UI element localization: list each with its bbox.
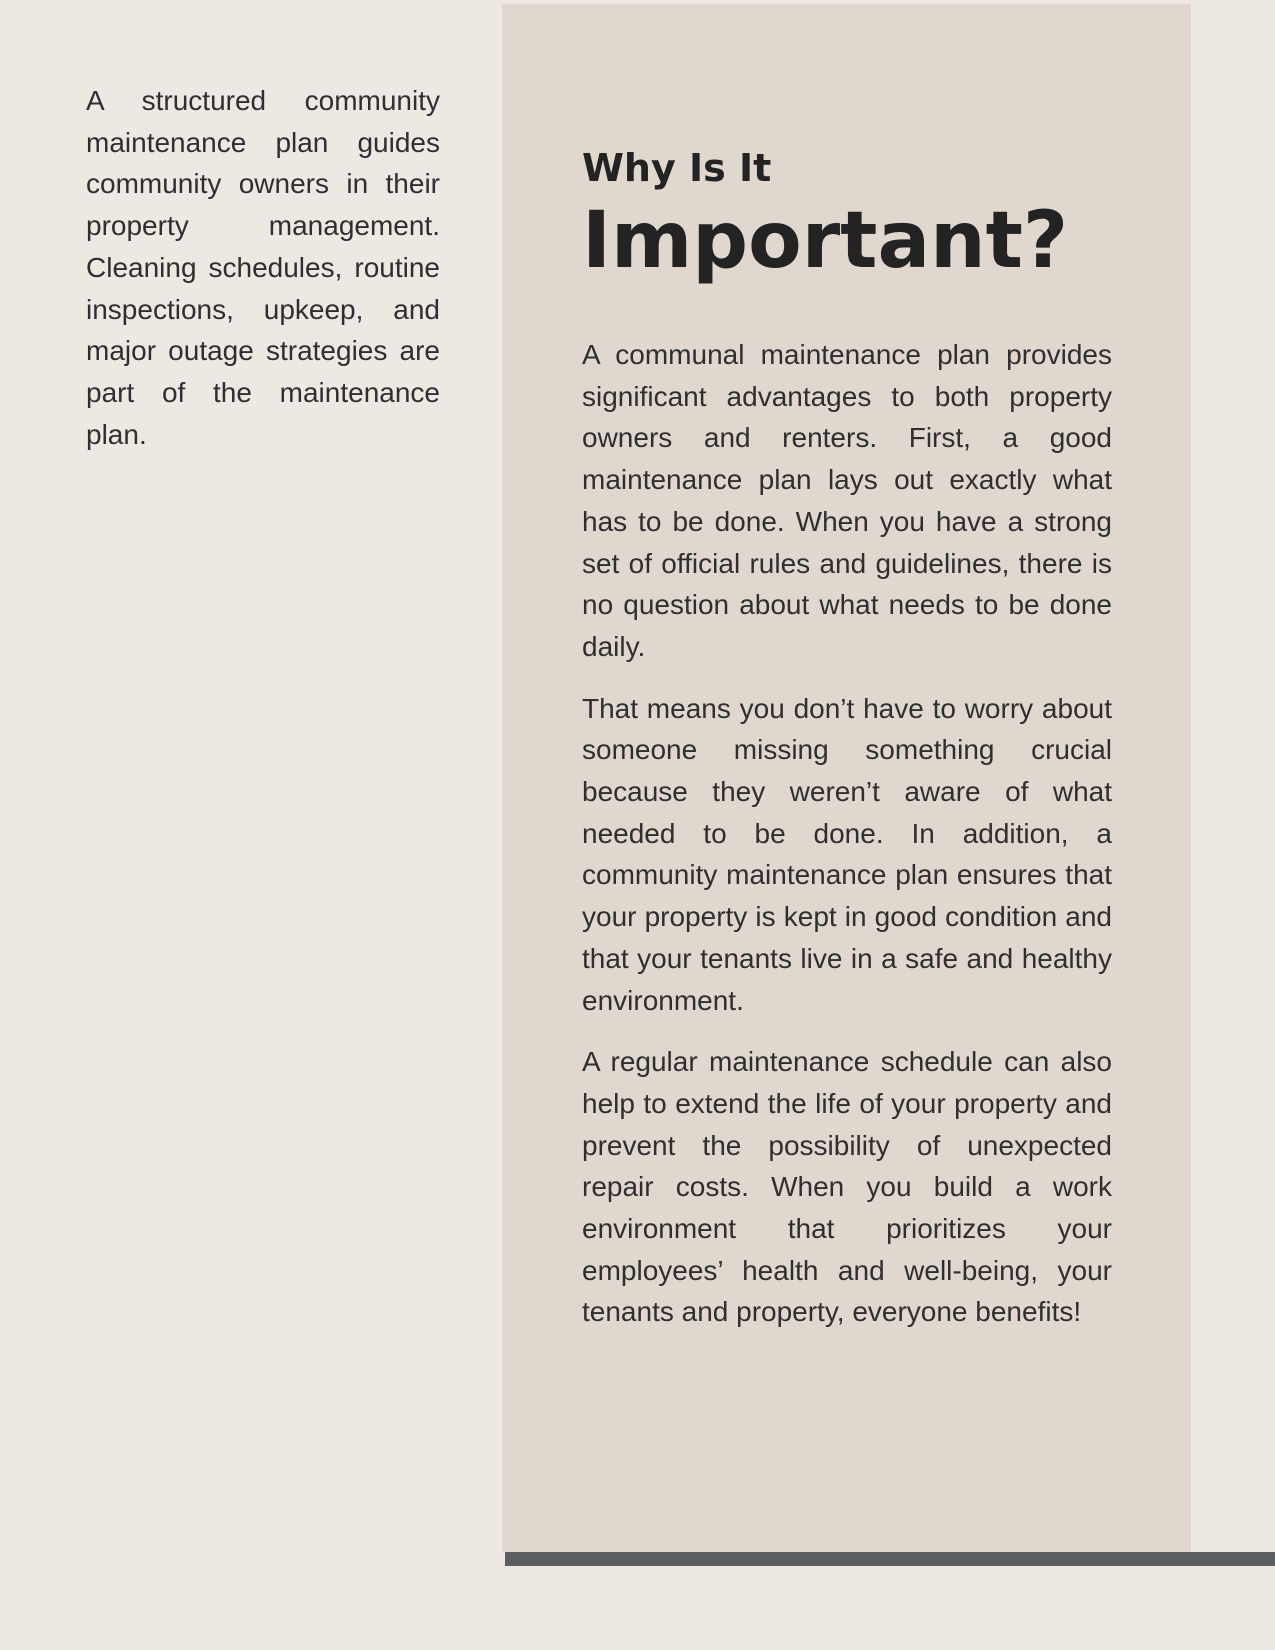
- section-heading-line-1: Why Is It: [582, 146, 772, 190]
- intro-paragraph: A structured community maintenance plan guides community owners in their property management. Cleaning schedules, routine inspections, upkeep, and major outage strategies are part of the maintenance plan.: [86, 85, 440, 450]
- panel-content: [582, 144, 1112, 1333]
- intro-column: [86, 80, 440, 455]
- body-paragraph-2: That means you don’t have to worry about someone missing something crucial because they weren’t aware of what needed to be done. In addition, a community maintenance plan ensures that your property is kept in good condition and that your tenants live in a safe and healthy environment.: [582, 692, 1112, 1016]
- body-paragraph-1: A communal maintenance plan provides significant advantages to both property owners and renters. First, a good maintenance plan lays out exactly what has to be done. When you have a strong set of official rules and guidelines, there is no question about what needs to be done daily.: [582, 339, 1112, 662]
- body-paragraph-3: A regular maintenance schedule can also help to extend the life of your property and prevent the possibility of unexpected repair costs. When you build a work environment that prioritizes your employees’ health and well-being, your tenants and property, everyone benefits!: [582, 1046, 1112, 1328]
- footer-accent-bar: [505, 1552, 1275, 1566]
- content-panel: [502, 4, 1191, 1552]
- section-heading-line-2: Important?: [582, 196, 1069, 286]
